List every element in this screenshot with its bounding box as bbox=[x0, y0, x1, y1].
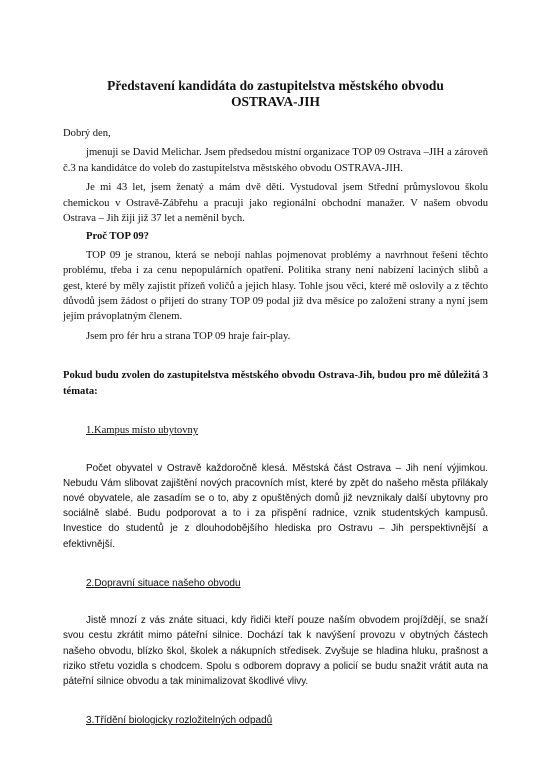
topic-1-title: 1.Kampus místo ubytovny bbox=[86, 425, 199, 437]
why-heading: Proč TOP 09? bbox=[86, 231, 149, 243]
document-title bbox=[63, 78, 488, 110]
topics-intro: Pokud budu zvolen do zastupitelstva městského obvodu Ostrava-Jih, budou pro mě důležitá 3 témata: bbox=[63, 370, 488, 397]
title-line-2: OSTRAVA-JIH bbox=[231, 94, 320, 109]
greeting: Dobrý den, bbox=[63, 128, 111, 139]
topic-2-body: Jistě mnozí z vás znáte situaci, kdy řidiči kteří pouze naším obvodem projíždějí, se snaží svou cestu zkrátit mimo páteřní silnice. Dochází tak k navýšení provozu v obytných částech našeho obvodu, blízko škol, školek a nákupních středisek. Zvyšuje se hladina hluku, prašnost a riziko střetu vozidla s chodcem. Spolu s odborem dopravy a policií se budu snažit vrátit auta na páteřní silnice obvodu a tak minimalizovat škodlivé vlivy. bbox=[63, 615, 488, 687]
topic-3-title: 3.Třídění biologicky rozložitelných odpadů bbox=[86, 715, 273, 727]
intro-paragraph: jmenuji se David Melichar. Jsem předsedou místní organizace TOP 09 Ostrava –JIH a zároveň č.3 na kandidátce do voleb do zastupitelstva městského obvodu OSTRAVA-JIH. bbox=[63, 147, 488, 174]
bio-paragraph: Je mi 43 let, jsem ženatý a mám dvě děti. Vystudoval jsem Střední průmyslovou školu chemickou v Ostravě-Zábřehu a pracuji jako regionální obchodní manažer. V našem obvodu Ostrava – Jih žiji již 37 let a neměnil bych. bbox=[63, 182, 488, 225]
title-line-1: Představení kandidáta do zastupitelstva městského obvodu bbox=[107, 78, 444, 93]
party-paragraph: TOP 09 je stranou, která se nebojí nahlas pojmenovat problémy a navrhnout řešení těchto problému, třeba i za cenu nepopulárních opatření. Politika strany není nabízení laciných slibů a gest, které by měly zajistit přízeň voličů a jejich hlasy. Tohle jsou věci, které mě oslovily a z těchto důvodů jsem žádost o přijetí do strany TOP 09 podal již dva měsíce po založení strany a nyní jsem jejím právoplatným členem. bbox=[63, 249, 488, 323]
topic-2-title: 2.Dopravní situace našeho obvodu bbox=[86, 577, 241, 589]
topic-1-body: Počet obyvatel v Ostravě každoročně klesá. Městská část Ostrava – Jih není výjimkou. Nebudu Vám slibovat zajištění nových pracovních míst, které by zpět do našeho města přilákaly nové obyvatele, ale zasadím se o to, aby z opuštěných domů již nevznikaly další ubytovny pro sociálně slabé. Budu podporovat a to i za přispění radnice, vznik studentských kampusů. Investice do studentů je z dlouhodobějšího hlediska pro Ostravu – Jih perspektivnější a efektivnější. bbox=[63, 462, 488, 550]
fairplay-paragraph: Jsem pro fér hru a strana TOP 09 hraje fair-play. bbox=[86, 330, 291, 342]
